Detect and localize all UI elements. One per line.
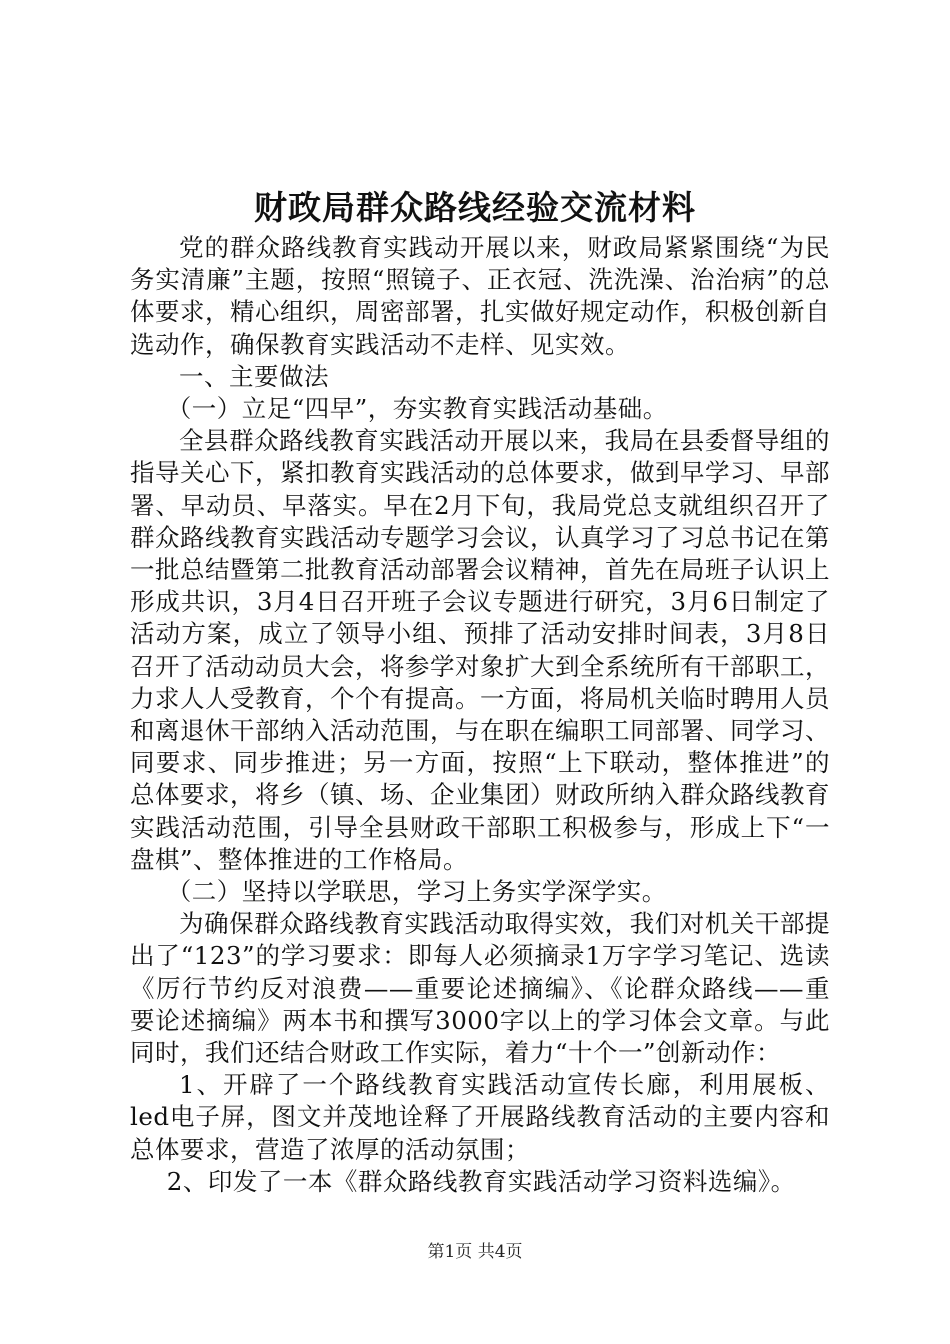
paragraph-four-early-detail: 全县群众路线教育实践活动开展以来，我局在县委督导组的指导关心下，紧扣教育实践活动的总体要求，做到早学习、早部署、早动员、早落实。早在2月下旬，我局党总支就组织召开了群众路线教育实践活动专题学习会议，认真学习了习总书记在第一批总结暨第二批教育活动部署会议精神，首先在局班子认识上形成共识，3月4日召开班子会议专题进行研究，3月6日制定了活动方案，成立了领导小组、预排了活动安排时间表，3月8日召开了活动动员大会，将参学对象扩大到全系统所有干部职工，力求人人受教育，个个有提高。一方面，将局机关临时聘用人员和离退休干部纳入活动范围，与在职在编职工同部署、同学习、同要求、同步推进；另一方面，按照“上下联动，整体推进”的总体要求，将乡（镇、场、企业集团）财政所纳入群众路线教育实践活动范围，引导全县财政干部职工积极参与，形成上下“一盘棋”、整体推进的工作格局。 (130, 426, 830, 874)
paragraph-intro: 党的群众路线教育实践动开展以来，财政局紧紧围绕“为民务实清廉”主题，按照“照镜子、正衣冠、洗洗澡、治治病”的总体要求，精心组织，周密部署，扎实做好规定动作，积极创新自选动作，确保教育实践活动不走样、见实效。 (130, 233, 830, 359)
paragraph-study-requirements: 为确保群众路线教育实践活动取得实效，我们对机关干部提出了“123”的学习要求：即每人必须摘录1万字学习笔记、选读《厉行节约反对浪费——重要论述摘编》、《论群众路线——重要论述摘编》两本书和撰写3000字以上的学习体会文章。与此同时，我们还结合财政工作实际，着力“十个一”创新动作： (130, 909, 830, 1068)
section-heading-main-practices: 一、主要做法 (179, 361, 329, 391)
list-item-1: 1、开辟了一个路线教育实践活动宣传长廊，利用展板、led电子屏，图文并茂地诠释了开展路线教育活动的主要内容和总体要求，营造了浓厚的活动氛围； (130, 1070, 830, 1164)
document-body (130, 232, 830, 1198)
list-item-2: 2、印发了一本《群众路线教育实践活动学习资料选编》。 (166, 1166, 796, 1196)
page-number-footer: 第1页 共4页 (427, 1242, 523, 1262)
subsection-heading-four-early: （一）立足“四早”，夯实教育实践活动基础。 (166, 394, 668, 424)
document-title: 财政局群众路线经验交流材料 (254, 188, 696, 227)
subsection-heading-study: （二）坚持以学联思，学习上务实学深学实。 (166, 877, 667, 907)
